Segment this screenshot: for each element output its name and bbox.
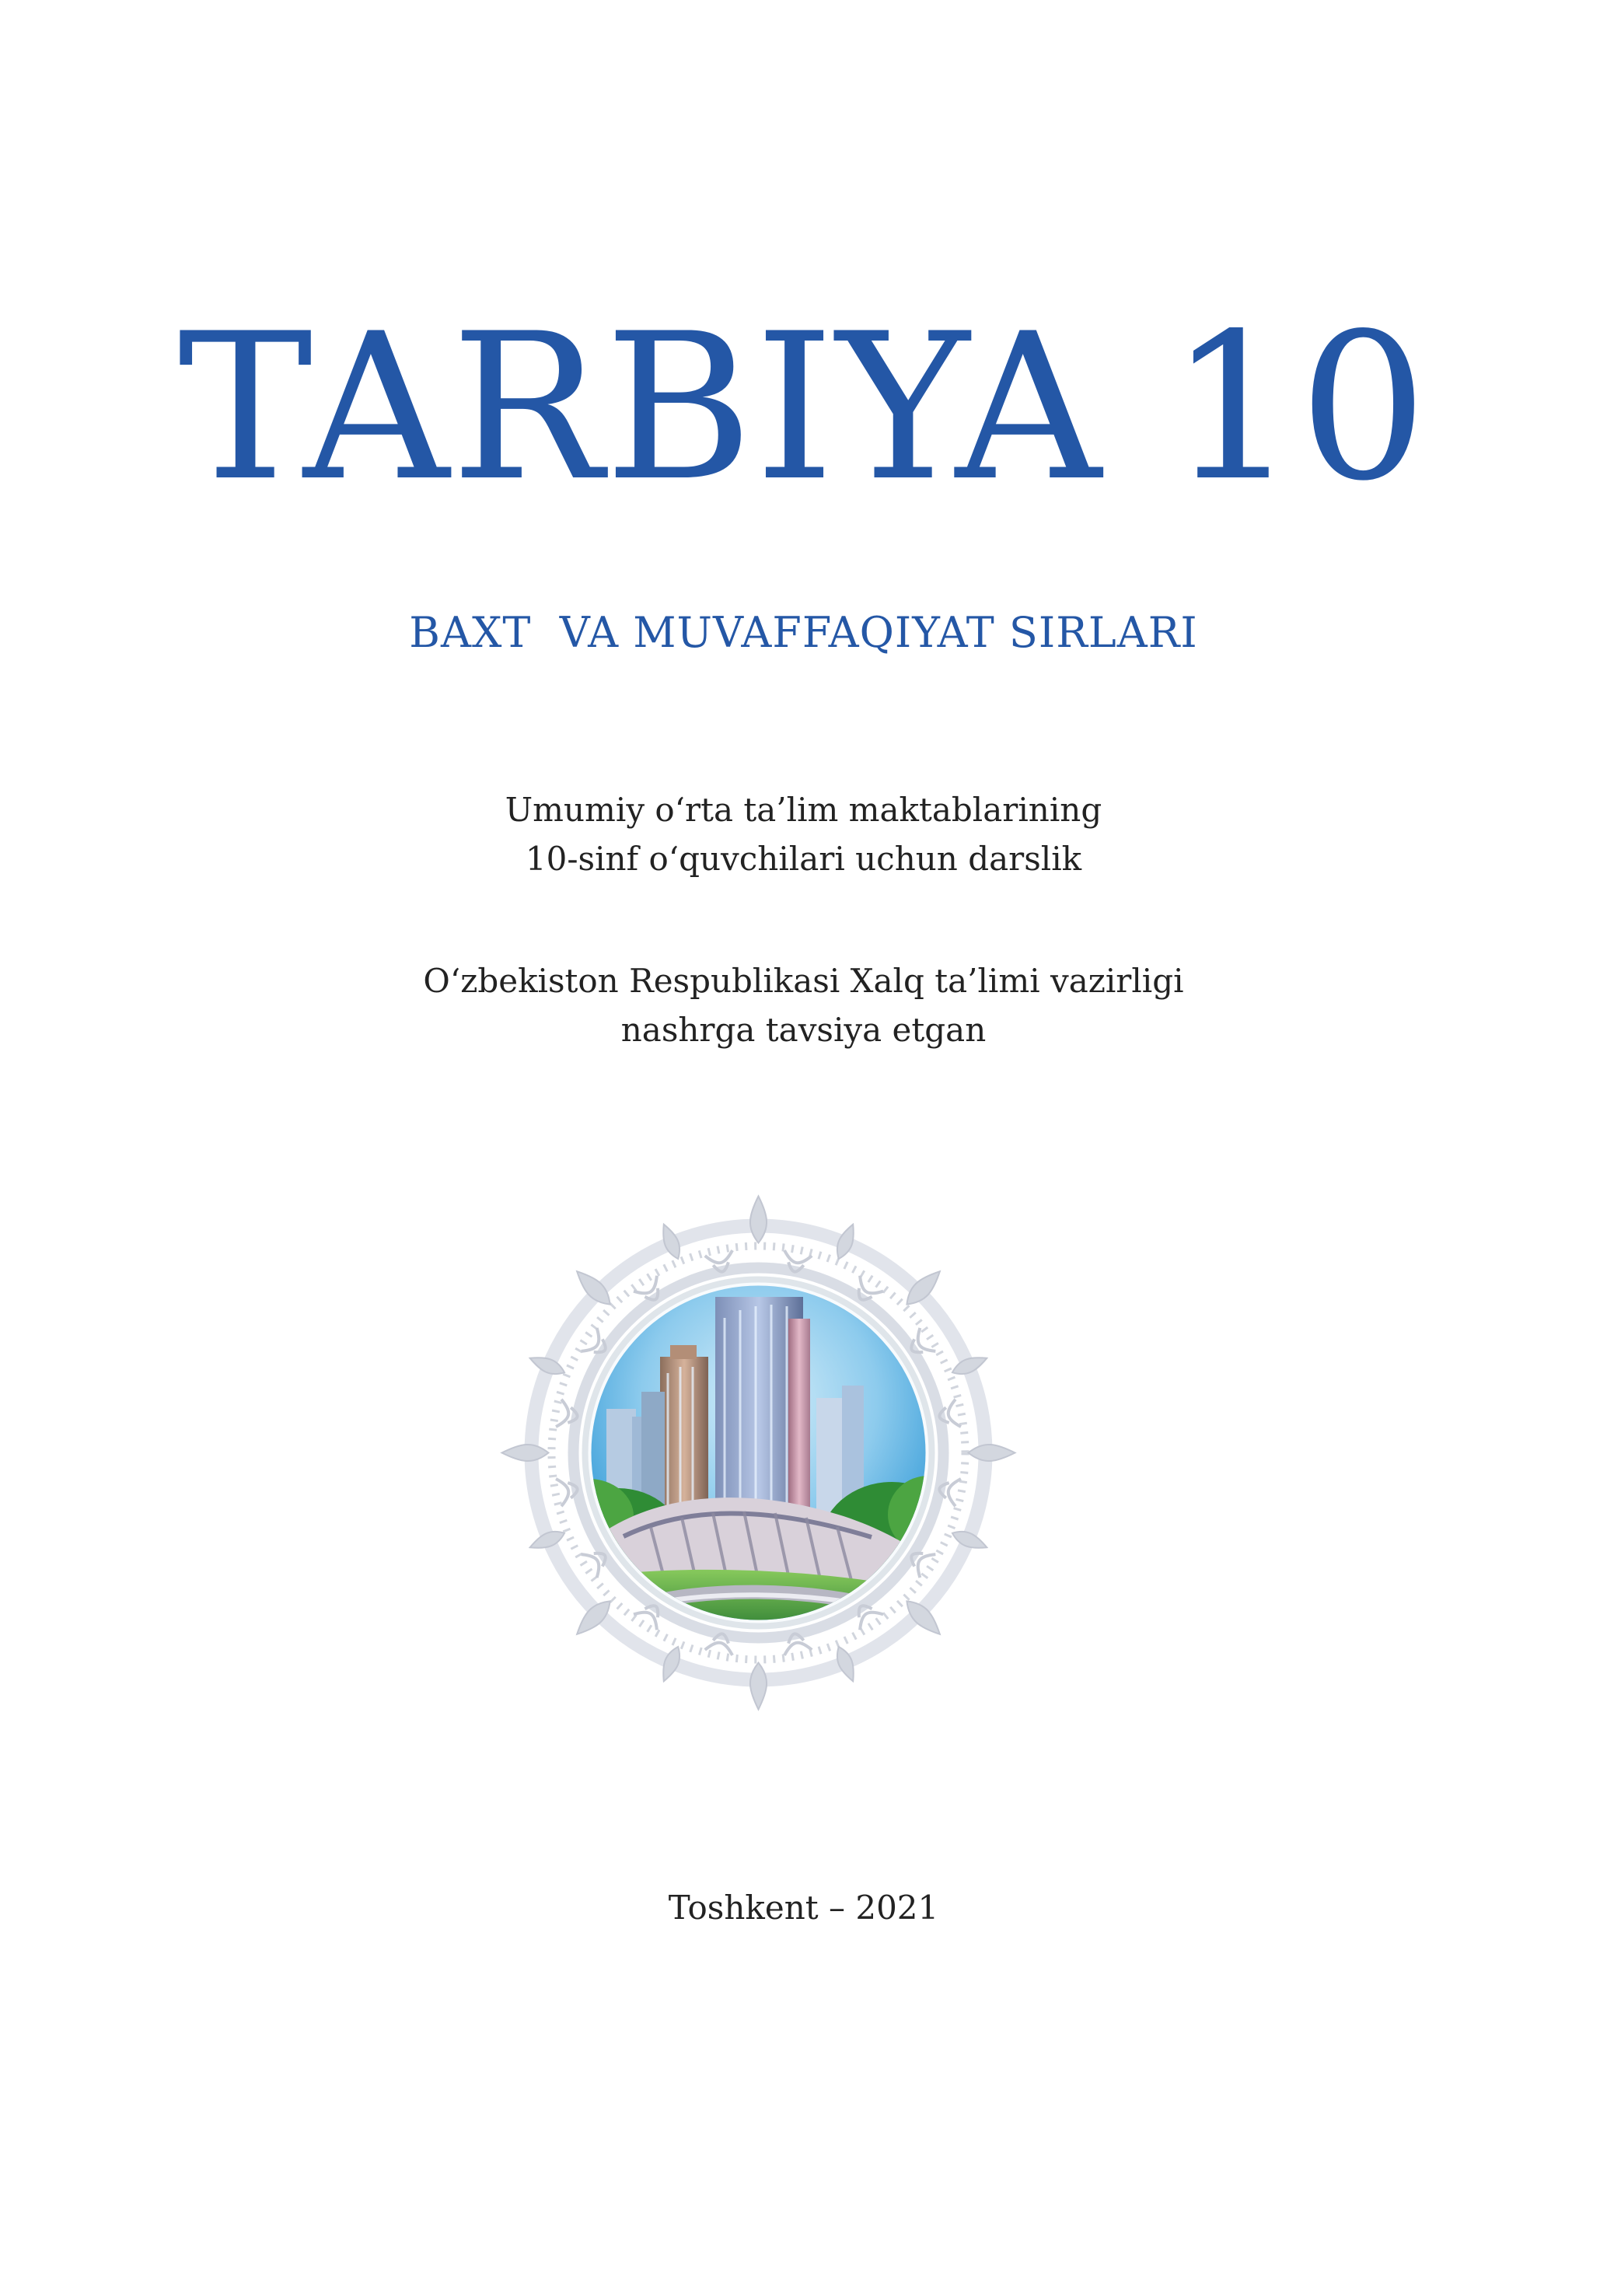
city-illustration-ornament-icon xyxy=(487,1182,1029,1724)
approval-line-1: O‘zbekiston Respublikasi Xalq ta’limi vazirligi xyxy=(423,962,1184,1000)
description-line-1: Umumiy o‘rta ta’lim maktablarining xyxy=(505,791,1102,829)
book-subtitle: BAXT VA MUVAFFAQIYAT SIRLARI xyxy=(409,608,1198,657)
publisher-approval xyxy=(0,956,1607,1054)
approval-line-2: nashrga tavsiya etgan xyxy=(620,1011,987,1049)
book-description xyxy=(0,785,1607,883)
publication-place-year: Toshkent – 2021 xyxy=(668,1889,939,1927)
book-title: TARBIYA 10 xyxy=(177,291,1430,526)
description-line-2: 10-sinf o‘quvchilari uchun darslik xyxy=(525,840,1082,878)
